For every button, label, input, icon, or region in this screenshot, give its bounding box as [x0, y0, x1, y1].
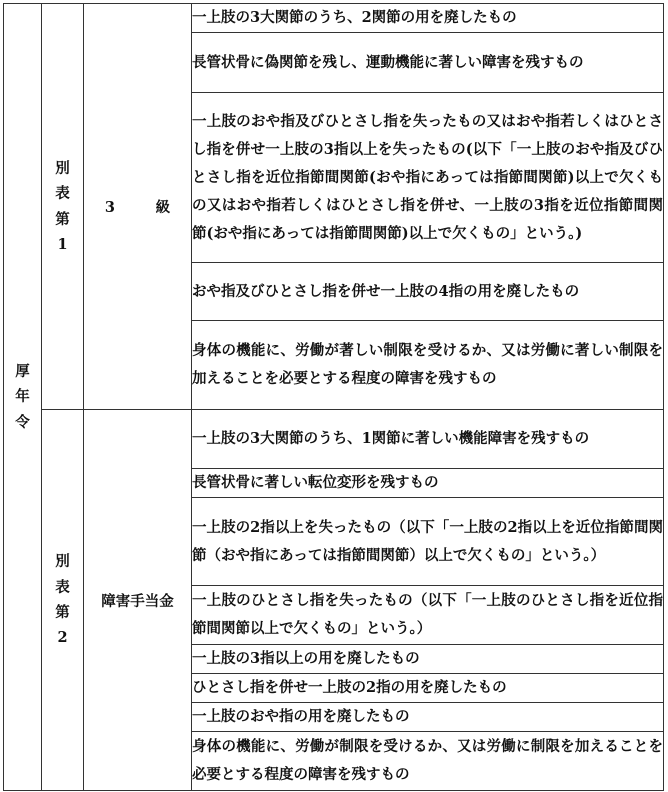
disability-criteria-table	[3, 3, 664, 791]
grade-3-cell	[84, 4, 192, 410]
appendix-2-cell	[42, 410, 84, 791]
criterion-item: 一上肢の3大関節のうち、1関節に著しい機能障害を残すもの	[192, 410, 664, 469]
criterion-item: おや指及びひとさし指を併せ一上肢の4指の用を廃したもの	[192, 263, 664, 321]
criterion-item: ひとさし指を併せ一上肢の2指の用を廃したもの	[192, 674, 664, 703]
table-row	[4, 410, 664, 469]
law-name-cell	[4, 4, 42, 791]
criterion-item: 長管状骨に著しい転位変形を残すもの	[192, 469, 664, 498]
criterion-item: 一上肢のおや指の用を廃したもの	[192, 703, 664, 732]
appendix-1-cell	[42, 4, 84, 410]
criterion-item: 一上肢の3指以上の用を廃したもの	[192, 645, 664, 674]
criterion-item: 身体の機能に、労働が著しい制限を受けるか、又は労働に著しい制限を加えることを必要とする程度の障害を残すもの	[192, 321, 664, 410]
disability-allowance-cell	[84, 410, 192, 791]
criterion-item: 身体の機能に、労働が制限を受けるか、又は労働に制限を加えることを必要とする程度の障害を残すもの	[192, 732, 664, 791]
criterion-item: 一上肢のおや指及びひとさし指を失ったもの又はおや指若しくはひとさし指を併せ一上肢の3指以上を失ったもの(以下「一上肢のおや指及びひとさし指を近位指節間関節(おや指にあっては指節間関節)以上で欠くもの又はおや指若しくはひとさし指を併せ、一上肢の3指を近位指節間関節(おや指にあっては指節間関節)以上で欠くもの」という。)	[192, 93, 664, 263]
criterion-item: 一上肢の2指以上を失ったもの（以下「一上肢の2指以上を近位指節間関節（おや指にあっては指節間関節）以上で欠くもの」という。）	[192, 498, 664, 586]
law-name: 厚年令	[15, 362, 30, 431]
appendix-2-label: 別表第2	[55, 553, 70, 647]
disability-allowance-label: 障害手当金	[101, 592, 174, 610]
criterion-item: 長管状骨に偽関節を残し、運動機能に著しい障害を残すもの	[192, 33, 664, 93]
grade-3-label: 3 級	[104, 199, 184, 216]
criterion-item: 一上肢のひとさし指を失ったもの（以下「一上肢のひとさし指を近位指節間関節以上で欠くもの」という。）	[192, 586, 664, 645]
table-row	[4, 4, 664, 33]
criterion-item: 一上肢の3大関節のうち、2関節の用を廃したもの	[192, 4, 664, 33]
appendix-1-label: 別表第1	[55, 159, 70, 253]
